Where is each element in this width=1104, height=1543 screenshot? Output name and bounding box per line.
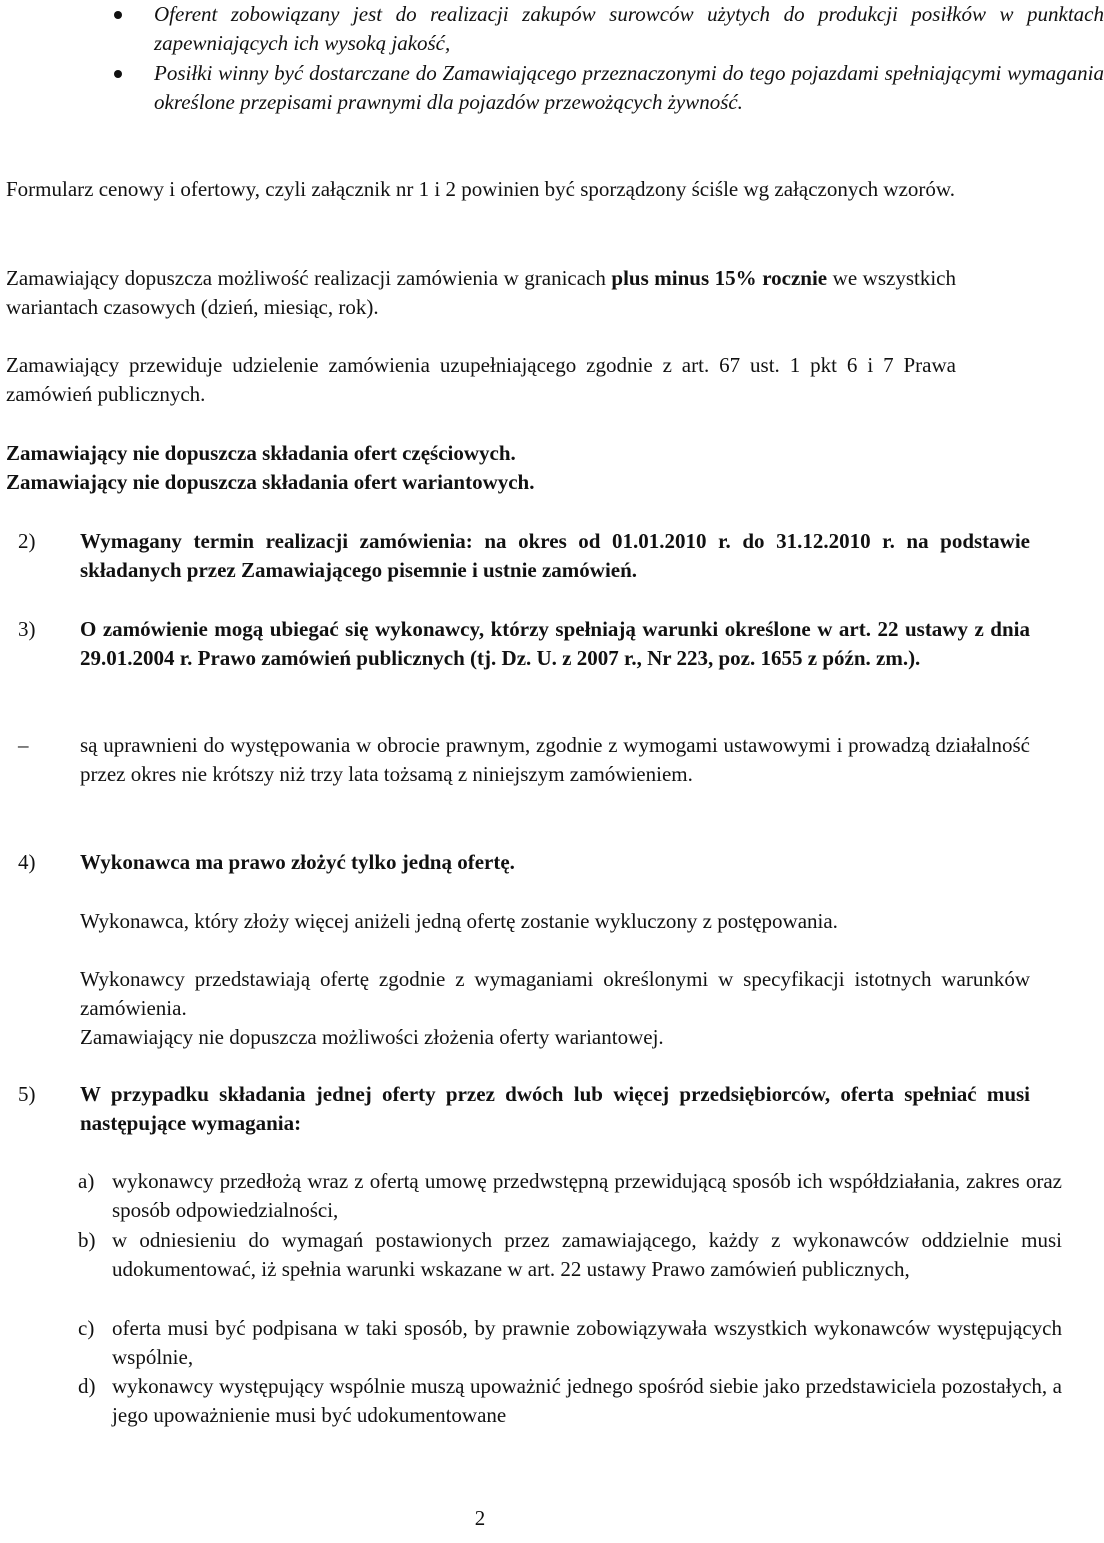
list-letter: a) (78, 1169, 95, 1193)
list-letter: b) (78, 1228, 96, 1252)
paragraph-zamowienie-uzupelniajace: Zamawiający przewiduje udzielenie zamówienia uzupełniającego zgodnie z art. 67 ust. 1 pkt 6 i 7 Prawa zamówień publicznych. (6, 353, 956, 406)
page-number: 2 (474, 1506, 486, 1530)
list-item: d) wykonawcy występujący wspólnie muszą upoważnić jednego spośród siebie jako przedstawiciela pozostałych, a jego upoważnienie musi być udokumentowane (78, 1374, 1062, 1427)
bullet-item: Posiłki winny być dostarczane do Zamawiającego przeznaczonymi do tego pojazdami spełniającymi wymagania określone przepisami prawnymi dla pojazdów przewożących żywność. (6, 59, 1104, 117)
section-5 (6, 1080, 1030, 1138)
section-number: 2) (18, 529, 36, 553)
section-3 (6, 615, 1030, 673)
section-number: 3) (18, 617, 36, 641)
list-letter: c) (78, 1316, 95, 1340)
section-number: 4) (18, 850, 36, 874)
list-letter: d) (78, 1374, 96, 1398)
bullet-item: Oferent zobowiązany jest do realizacji zakupów surowców użytych do produkcji posiłków w punktach zapewniających ich wysoką jakość, (6, 0, 1104, 58)
section-heading: Wykonawca ma prawo złożyć tylko jedną ofertę. (80, 850, 515, 874)
paragraph-formularz: Formularz cenowy i ofertowy, czyli załącznik nr 1 i 2 powinien być sporządzony ściśle wg załączonych wzorów. (6, 177, 955, 201)
section-2 (6, 527, 1030, 585)
section-4 (6, 848, 1030, 877)
section-number: 5) (18, 1082, 36, 1106)
section-heading: O zamówienie mogą ubiegać się wykonawcy, którzy spełniają warunki określone w art. 22 ustawy z dnia 29.01.2004 r. Prawo zamówień publicznych (tj. Dz. U. z 2007 r., Nr 223, poz. 1655 z późn. zm.). (80, 617, 1030, 670)
bullet-dot (114, 70, 122, 78)
bold-range: plus minus 15% rocznie (611, 266, 828, 290)
section-heading: W przypadku składania jednej oferty przez dwóch lub więcej przedsiębiorców, oferta spełniać musi następujące wymagania: (80, 1082, 1030, 1135)
list-item: a) wykonawcy przedłożą wraz z ofertą umowę przedwstępną przewidującą sposób ich współdziałania, zakres oraz sposób odpowiedzialności, (78, 1169, 1062, 1222)
section-4-paragraph: Wykonawca, który złoży więcej aniżeli jedną ofertę zostanie wykluczony z postępowania. (80, 909, 838, 933)
section-heading: Wymagany termin realizacji zamówienia: na okres od 01.01.2010 r. do 31.12.2010 r. na podstawie składanych przez Zamawiającego pisemnie i ustnie zamówień. (80, 529, 1030, 582)
bold-line: Zamawiający nie dopuszcza składania ofert wariantowych. (6, 470, 535, 494)
section-4-paragraph: Zamawiający nie dopuszcza możliwości złożenia oferty wariantowej. (80, 1025, 664, 1049)
dash-mark: – (18, 733, 29, 757)
list-item: b) w odniesieniu do wymagań postawionych przez zamawiającego, każdy z wykonawców oddzielnie musi udokumentować, iż spełnia warunki wskazane w art. 22 ustawy Prawo zamówień publicznych, (78, 1228, 1062, 1281)
bold-line: Zamawiający nie dopuszcza składania ofert częściowych. (6, 441, 516, 465)
list-item: c) oferta musi być podpisana w taki sposób, by prawnie zobowiązywała wszystkich wykonawców występujących wspólnie, (78, 1316, 1062, 1369)
bullet-dot (114, 11, 122, 19)
paragraph-zamowienie-zakres: Zamawiający dopuszcza możliwość realizacji zamówienia w granicach plus minus 15% rocznie we wszystkich wariantach czasowych (dzień, miesiąc, rok). (6, 266, 957, 319)
section-4-paragraph: Wykonawcy przedstawiają ofertę zgodnie z wymaganiami określonymi w specyfikacji istotnych warunków zamówienia. (80, 967, 1030, 1020)
dash-item: – są uprawnieni do występowania w obrocie prawnym, zgodnie z wymogami ustawowymi i prowadzą działalność przez okres nie krótszy niż trzy lata tożsamą z niniejszym zamówieniem. (18, 733, 1030, 786)
